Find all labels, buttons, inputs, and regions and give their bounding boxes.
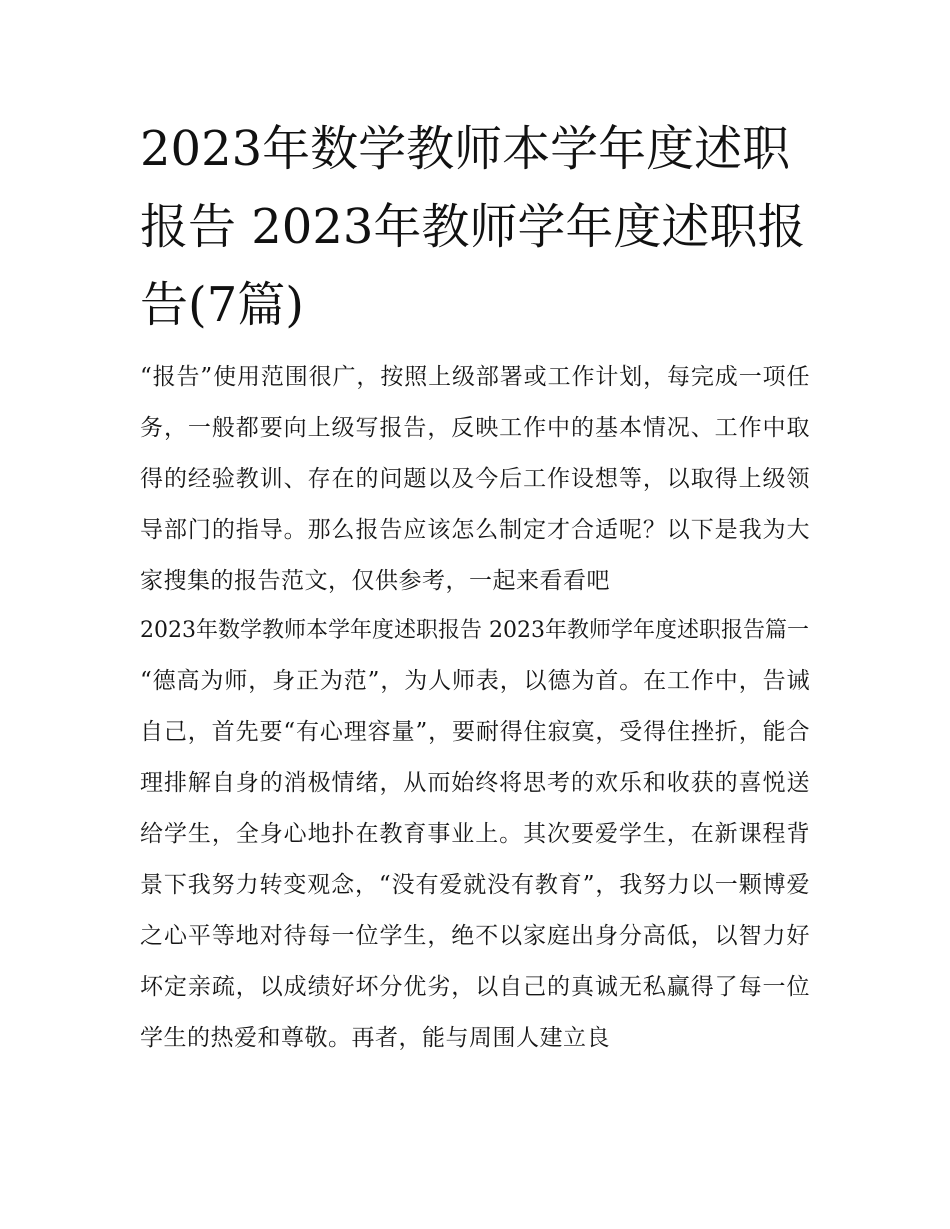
section-heading: 2023年数学教师本学年度述职报告 2023年教师学年度述职报告篇一 (140, 618, 809, 643)
document-page (140, 110, 810, 1064)
intro-paragraph: “报告”使用范围很广，按照上级部署或工作计划，每完成一项任务，一般都要向上级写报告，反映工作中的基本情况、工作中取得的经验教训、存在的问题以及今后工作设想等，以取得上级领导部门的指导。那么报告应该怎么制定才合适呢？以下是我为大家搜集的报告范文，仅供参考，一起来看看吧 (140, 364, 810, 594)
document-title: 2023年数学教师本学年度述职报告 2023年教师学年度述职报告(7篇) (140, 121, 806, 333)
body-paragraph: “德高为师，身正为范”，为人师表，以德为首。在工作中，告诫自己，首先要“有心理容量”，要耐得住寂寞，受得住挫折，能合理排解自身的消极情绪，从而始终将思考的欢乐和收获的喜悦送给学生，全身心地扑在教育事业上。其次要爱学生，在新课程背景下我努力转变观念，“没有爱就没有教育”，我努力以一颗博爱之心平等地对待每一位学生，绝不以家庭出身分高低，以智力好坏定亲疏，以成绩好坏分优劣，以自己的真诚无私赢得了每一位学生的热爱和尊敬。再者，能与周围人建立良 (140, 668, 810, 1051)
